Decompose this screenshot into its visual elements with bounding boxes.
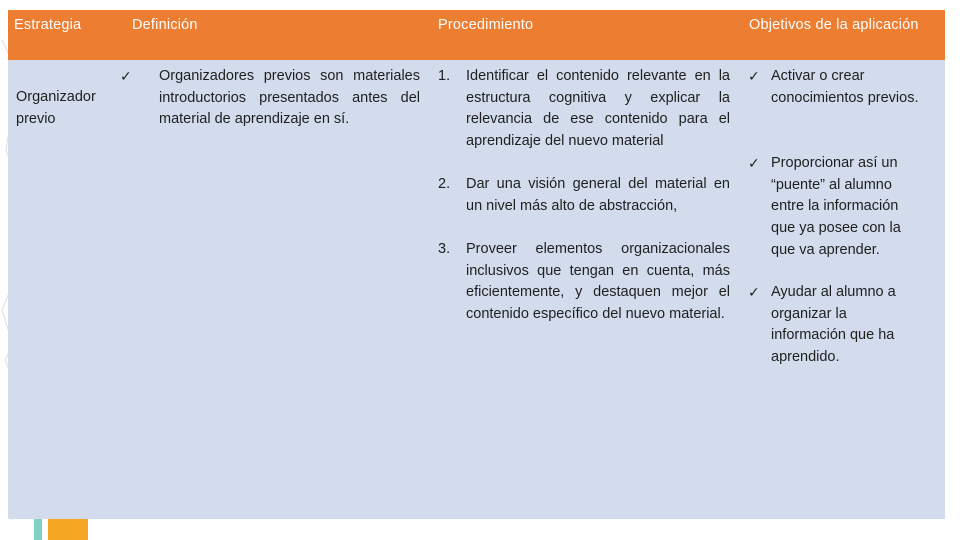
item-number: 3. (438, 241, 451, 257)
list-item (438, 66, 730, 153)
checkmark-icon: ✓ (748, 155, 760, 171)
item-text: Ayudar al alumno a organizar la información que ha aprendido. (771, 284, 896, 366)
item-text: Proveer elementos organizacionales inclusivos que tengan en cuenta, más eficientemente, y destaquen mejor el contenido específico del nuevo material. (466, 241, 730, 323)
list-item (438, 174, 730, 217)
header-objetivos: Objetivos de la aplicación (749, 17, 919, 33)
checkmark-icon: ✓ (748, 284, 760, 300)
table-header-row (8, 10, 945, 60)
cell-definicion (120, 66, 420, 131)
cell-procedimiento (438, 66, 730, 366)
item-text: Activar o crear conocimientos previos. (771, 68, 919, 106)
list-item (748, 153, 923, 262)
header-definicion: Definición (132, 17, 198, 33)
list-item (748, 66, 942, 109)
definicion-text: Organizadores previos son materiales introductorios presentados antes del material de aprendizaje en sí. (159, 68, 420, 128)
cell-estrategia: Organizador previo (16, 89, 96, 127)
list-item (748, 282, 918, 369)
item-text: Proporcionar así un “puente” al alumno entre la información que ya posee con la que va aprender. (771, 155, 901, 258)
item-text: Identificar el contenido relevante en la estructura cognitiva y explicar la relevancia de ese contenido para el aprendizaje del nuevo material (466, 68, 730, 150)
item-number: 2. (438, 176, 451, 192)
checkmark-icon: ✓ (120, 68, 132, 84)
checkmark-icon: ✓ (748, 68, 760, 84)
strategy-table (8, 10, 945, 519)
header-estrategia: Estrategia (14, 17, 82, 33)
cell-objetivos (748, 66, 942, 396)
list-item (438, 239, 730, 326)
header-procedimiento: Procedimiento (438, 17, 534, 33)
item-number: 1. (438, 68, 451, 84)
item-text: Dar una visión general del material en un nivel más alto de abstracción, (466, 176, 730, 214)
